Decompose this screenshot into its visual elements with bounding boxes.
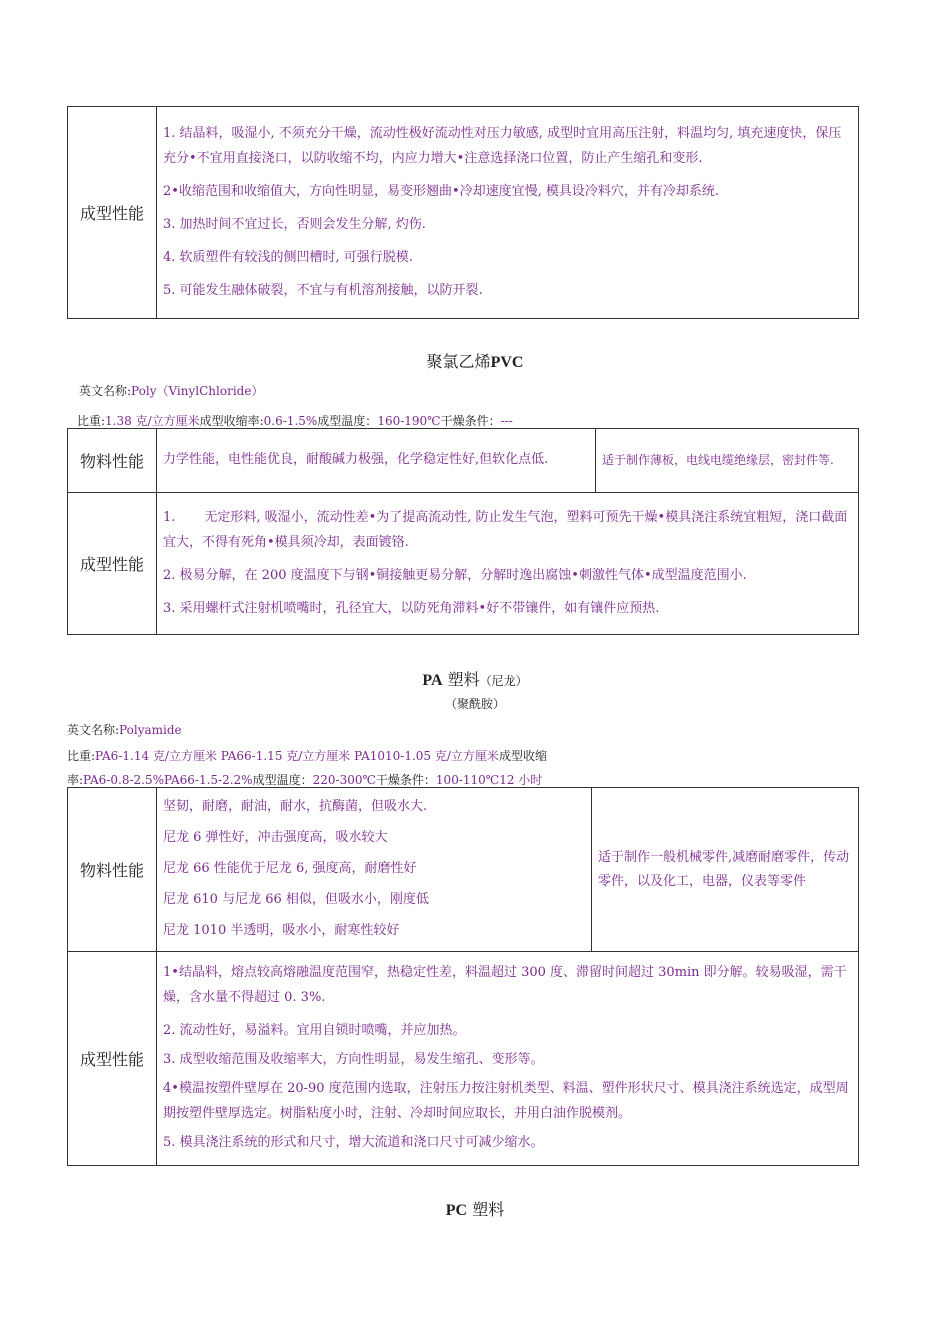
molding-content xyxy=(157,952,859,1166)
pc-title-en: PC xyxy=(445,1202,468,1219)
pvc-title xyxy=(0,349,950,372)
material-label: 物料性能 xyxy=(68,788,157,952)
molding-label: 成型性能 xyxy=(68,952,157,1166)
molding-label: 成型性能 xyxy=(68,493,157,635)
pa-specs-line1: 比重:PA6-1.14 克/立方厘米 PA66-1.15 克/立方厘米 PA1010-1.05 克/立方厘米成型收缩 xyxy=(67,749,547,763)
molding-item: 2. 流动性好，易溢料。宜用自锁时喷嘴，并应加热。 xyxy=(163,1023,466,1038)
material-content xyxy=(157,788,592,952)
molding-item: 2•收缩范围和收缩值大，方向性明显，易变形翘曲•冷却速度宜慢, 模具设冷料穴，并有冷却系统. xyxy=(163,183,720,199)
pvc-table xyxy=(67,428,859,635)
pa-title xyxy=(0,667,950,690)
molding-item: 1. 结晶料，吸湿小, 不须充分干燥，流动性极好流动性对压力敏感, 成型时宜用高压注射，料温均匀, 填充速度快，保压充分•不宜用直接浇口，以防收缩不均，内应力增大•注意选择浇口位置，防止产生缩孔和变形. xyxy=(163,125,842,166)
molding-item: 4•模温按塑件壁厚在 20-90 度范围内选取，注射压力按注射机类型、料温、塑件形状尺寸、模具浇注系统选定，成型周期按塑件壁厚选定。树脂粘度小时，注射、冷却时间应取长，并用白油作脱模剂。 xyxy=(163,1081,849,1121)
pa-title-cn: 塑料 xyxy=(447,670,480,689)
material-label: 物料性能 xyxy=(68,429,157,493)
pvc-specs: 比重:1.38 克/立方厘米成型收缩率:0.6-1.5%成型温度：160-190℃干燥条件：--- xyxy=(77,414,513,428)
pa-table xyxy=(67,787,859,1166)
pvc-title-cn: 聚氯乙烯 xyxy=(426,352,491,371)
pc-title-cn: 塑料 xyxy=(472,1200,505,1219)
material-use: 适于制作薄板，电线电缆绝缘层，密封件等. xyxy=(596,429,859,493)
molding-item: 4. 软质塑件有较浅的侧凹槽时, 可强行脱模. xyxy=(163,249,413,265)
material-use: 适于制作一般机械零件,减磨耐磨零件，传动零件，以及化工，电器，仪表等零件 xyxy=(592,788,859,952)
molding-item: 1•结晶料，熔点较高熔融温度范围窄，热稳定性差，料温超过 300 度、滞留时间超过 30min 即分解。较易吸湿，需干燥，含水量不得超过 0. 3%. xyxy=(163,965,847,1005)
molding-item: 3. 成型收缩范围及收缩率大，方向性明显，易发生缩孔、变形等。 xyxy=(163,1052,544,1067)
pa-title-note: （尼龙） xyxy=(479,674,528,688)
material-item: 尼龙 1010 半透明，吸水小，耐寒性较好 xyxy=(163,923,400,938)
molding-item: 5. 可能发生融体破裂，不宜与有机溶剂接触，以防开裂. xyxy=(163,282,483,298)
pc-title xyxy=(0,1197,950,1220)
material-content: 力学性能，电性能优良，耐酸碱力极强，化学稳定性好,但软化点低. xyxy=(157,429,596,493)
pvc-title-en: PVC xyxy=(490,354,524,371)
pa-specs-line2: 率:PA6-0.8-2.5%PA66-1.5-2.2%成型温度：220-300℃干燥条件：100-110℃12 小时 xyxy=(67,773,543,787)
molding-item: 3. 采用螺杆式注射机喷嘴时，孔径宜大，以防死角滞料•好不带镶件，如有镶件应预热. xyxy=(163,600,660,616)
material-item: 坚韧，耐磨，耐油，耐水，抗酶菌，但吸水大. xyxy=(163,799,428,814)
molding-table-1 xyxy=(67,106,859,319)
material-item: 尼龙 66 性能优于尼龙 6, 强度高，耐磨性好 xyxy=(163,861,417,876)
molding-content xyxy=(157,493,859,635)
molding-item: 2. 极易分解，在 200 度温度下与钢•铜接触更易分解，分解时逸出腐蚀•刺激性气体•成型温度范围小. xyxy=(163,567,747,583)
pa-english-name: 英文名称:Polyamide xyxy=(67,723,182,737)
material-item: 尼龙 6 弹性好，冲击强度高，吸水较大 xyxy=(163,830,388,845)
pa-title-en: PA xyxy=(422,672,443,689)
material-item: 尼龙 610 与尼龙 66 相似，但吸水小，刚度低 xyxy=(163,892,429,907)
molding-content xyxy=(157,107,859,319)
molding-item: 3. 加热时间不宜过长，否则会发生分解, 灼伤. xyxy=(163,216,426,232)
pa-subtitle: （聚酰胺） xyxy=(444,697,505,711)
molding-item: 5. 模具浇注系统的形式和尺寸，增大流道和浇口尺寸可减少缩水。 xyxy=(163,1135,544,1150)
molding-item: 1. 无定形料, 吸湿小，流动性差•为了提高流动性, 防止发生气泡，塑料可预先干燥•模具浇注系统宜粗短，浇口截面宜大，不得有死角•模具须冷却，表面镀铬. xyxy=(163,509,848,550)
pvc-english-name: 英文名称:Poly（VinylChloride） xyxy=(79,384,264,398)
molding-label: 成型性能 xyxy=(68,107,157,319)
